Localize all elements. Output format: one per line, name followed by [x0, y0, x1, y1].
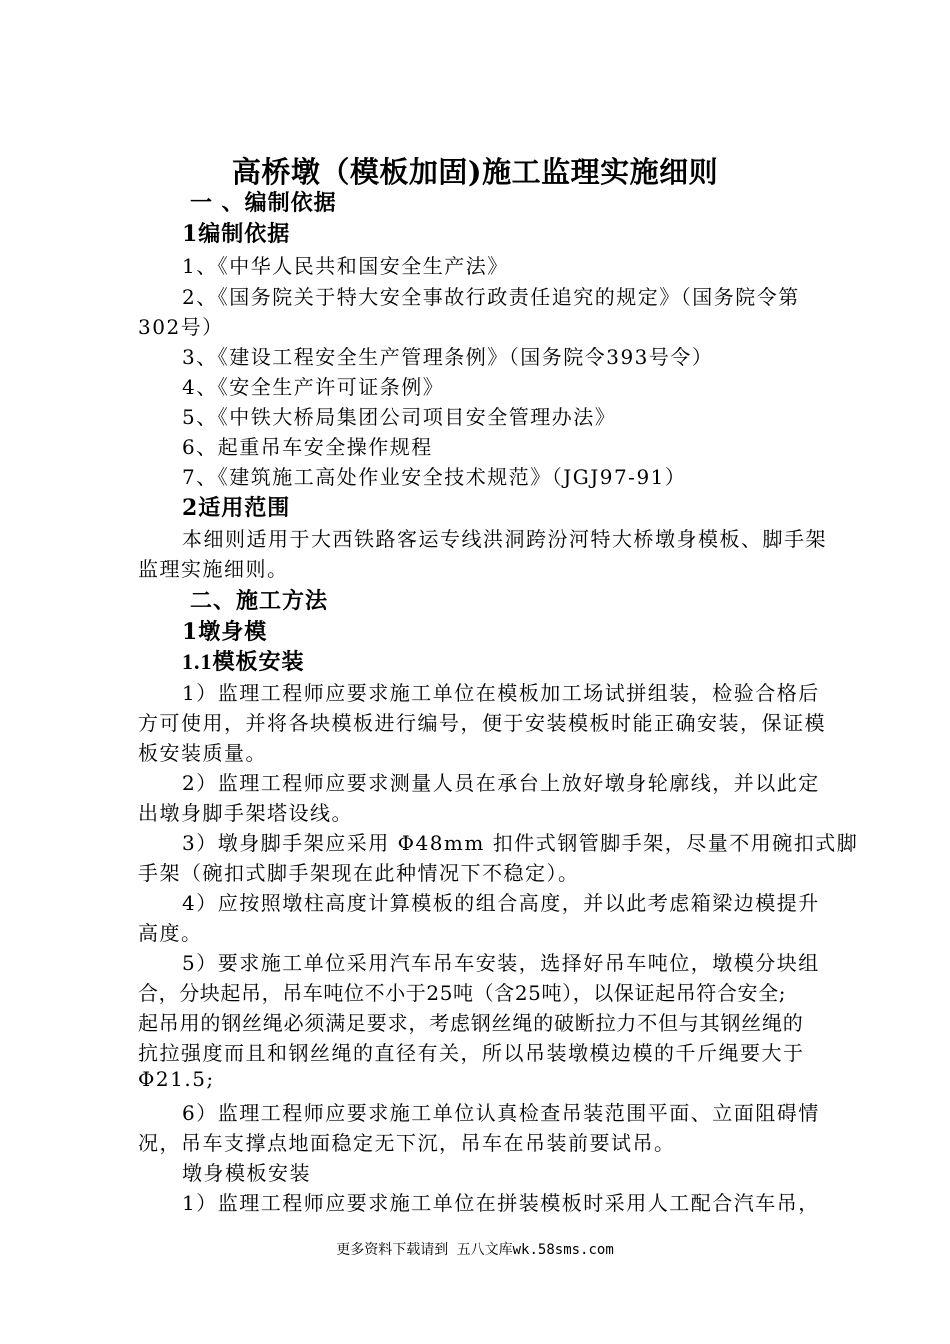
paragraph-line: Φ21.5;	[138, 1067, 215, 1091]
paragraph-line: 况，吊车支撑点地面稳定无下沉，吊车在吊装前要试吊。	[138, 1131, 676, 1155]
paragraph-line: 出墩身脚手架塔设线。	[138, 801, 353, 825]
page-footer: 更多资料下载请到 五八文库wk.58sms.com	[336, 1242, 614, 1258]
paragraph-line: 方可使用，并将各块模板进行编号，便于安装模板时能正确安装，保证模	[138, 711, 826, 735]
reference-item: 1、《中华人民共和国安全生产法》	[182, 254, 509, 278]
paragraph-line: 起吊用的钢丝绳必须满足要求，考虑钢丝绳的破断拉力不但与其钢丝绳的	[138, 1011, 804, 1035]
paragraph-line: 2）监理工程师应要求测量人员在承台上放好墩身轮廓线，并以此定	[182, 771, 820, 795]
paragraph-line: 墩身模板安装	[182, 1161, 311, 1185]
paragraph-line: 5）要求施工单位采用汽车吊车安装，选择好吊车吨位，墩模分块组	[182, 951, 820, 975]
section-heading-2: 二、施工方法	[190, 588, 329, 614]
reference-item: 2、《国务院关于特大安全事故行政责任追究的规定》（国务院令第	[182, 285, 800, 309]
paragraph-line: 合，分块起吊，吊车吨位不小于25吨（含25吨），以保证起吊符合安全;	[138, 981, 787, 1005]
paragraph-line: 手架（碗扣式脚手架现在此种情况下不稳定）。	[138, 861, 580, 885]
paragraph-line: 6）监理工程师应要求施工单位认真检查吊装范围平面、立面阻碍情	[182, 1101, 820, 1125]
paragraph-line: 板安装质量。	[138, 741, 267, 765]
subsection-heading-1-1: 1编制依据	[182, 221, 291, 247]
paragraph-line: 本细则适用于大西铁路客运专线洪洞跨汾河特大桥墩身模板、脚手架	[182, 527, 827, 551]
reference-item: 4、《安全生产许可证条例》	[182, 375, 445, 399]
paragraph-line: 抗拉强度而且和钢丝绳的直径有关，所以吊装墩模边模的千斤绳要大于	[138, 1041, 805, 1065]
paragraph-line: 3）墩身脚手架应采用 Φ48mm 扣件式钢管脚手架，尽量不用碗扣式脚	[182, 831, 859, 855]
paragraph-line: 1）监理工程师应要求施工单位在拼装模板时采用人工配合汽车吊，	[182, 1191, 820, 1215]
paragraph-line: 监理实施细则。	[138, 557, 289, 581]
section-heading-1: 一 、编制依据	[190, 190, 337, 216]
paragraph-line: 1）监理工程师应要求施工单位在模板加工场试拼组装，检验合格后	[182, 681, 820, 705]
paragraph-line: 高度。	[138, 921, 203, 945]
reference-item: 5、《中铁大桥局集团公司项目安全管理办法》	[182, 405, 617, 429]
reference-item: 7、《建筑施工高处作业安全技术规范》（JGJ97-91）	[182, 465, 687, 489]
paragraph-line: 4）应按照墩柱高度计算模板的组合高度，并以此考虑箱梁边模提升	[182, 891, 820, 915]
reference-item: 3、《建设工程安全生产管理条例》（国务院令393号令）	[182, 345, 714, 369]
reference-item: 6、起重吊车安全操作规程	[182, 435, 433, 459]
document-title: 高桥墩（模板加固)施工监理实施细则	[231, 155, 719, 189]
subsection-heading-1-2: 2适用范围	[182, 495, 291, 521]
subsubsection-heading-2-1-1: 1.1模板安装	[182, 649, 305, 674]
subsection-heading-2-1: 1墩身模	[182, 619, 268, 645]
reference-item-continued: 302号）	[138, 315, 224, 339]
